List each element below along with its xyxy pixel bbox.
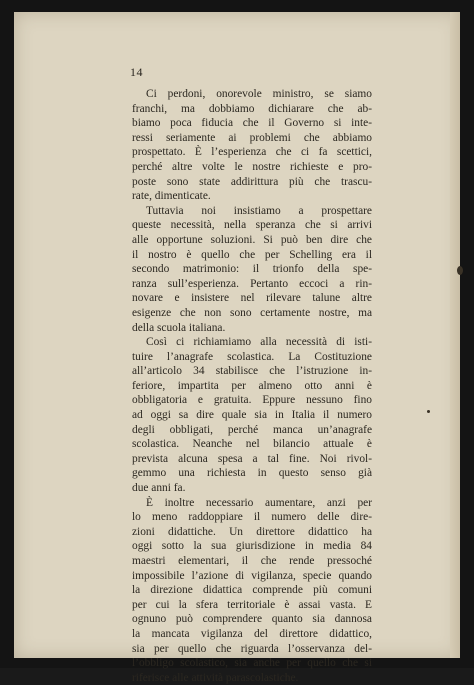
text-line: impossibile l’azione di vigilanza, specie quando — [132, 569, 372, 582]
text-line: all’articolo 34 stabilisce che l’istruzione in- — [132, 365, 372, 378]
text-line: novare e insistere nel rilevare talune altre — [132, 292, 372, 305]
text-line: l’obbligo scolastico, sia anche per quello che si — [132, 657, 372, 670]
text-line: feriore, impartita per almeno otto anni è — [132, 379, 372, 392]
page-edge — [450, 12, 460, 658]
text-line: queste necessità, nella speranza che si arrivi — [132, 219, 372, 232]
text-line: maestri elementari, il che rende pressoché — [132, 555, 372, 567]
text-line: scolastica. Neanche nel bilancio attuale è — [132, 438, 372, 451]
text-line: la mancata vigilanza del direttore didattico, — [132, 627, 372, 640]
text-line: la direzione didattica comprende più comuni — [132, 584, 372, 597]
text-line: ressi seriamente ai problemi che abbiamo — [132, 131, 372, 144]
text-line: esigenze che non sono certamente nostre, ma — [132, 306, 372, 319]
text-line: due anni fa. — [132, 482, 186, 495]
text-line: ranza sull’esperienza. Pertanto eccoci a rin- — [132, 277, 372, 290]
text-line: ad oggi sa dire quale sia in Italia il numero — [132, 409, 372, 422]
text-line: prevista alcuna spesa a tal fine. Noi rivol- — [132, 452, 372, 465]
text-line: della scuola italiana. — [132, 321, 226, 334]
paragraph — [132, 335, 372, 496]
text-line: poste sono state addirittura più che trascu- — [132, 175, 372, 188]
text-line: È inoltre necessario aumentare, anzi per — [146, 496, 372, 509]
paragraph — [132, 204, 372, 335]
text-line: perché altre volte le nostre richieste e pro- — [132, 160, 372, 173]
text-line: lo meno raddoppiare il numero delle dire- — [132, 511, 372, 524]
text-line: riferisce alle attività parascolastiche. — [132, 671, 299, 684]
text-line: tuire l’anagrafe scolastica. La Costituzione — [132, 350, 372, 363]
text-line: oggi sotto la sua giurisdizione in media 84 — [132, 540, 372, 553]
paragraph — [132, 496, 372, 685]
text-line: secondo matrimonio: il trionfo della spe- — [132, 263, 372, 276]
text-line: per cui la sfera territoriale è assai vasta. E — [132, 598, 372, 611]
text-line: Così ci richiamiamo alla necessità di isti- — [146, 336, 372, 349]
text-line: ognuno può comprendere quanto sia dannosa — [132, 613, 372, 626]
ink-speck — [457, 266, 463, 275]
text-line: Ci perdoni, onorevole ministro, se siamo — [146, 88, 372, 100]
paragraph — [132, 87, 372, 204]
text-line: franchi, ma dobbiamo dichiarare che ab- — [132, 102, 372, 115]
text-line: sia per quello che riguarda l’osservanza del- — [132, 642, 372, 655]
text-line: Tuttavia noi insistiamo a prospettare — [146, 204, 372, 217]
text-line: zioni didattiche. Un direttore didattico ha — [132, 525, 372, 538]
text-line: biamo poca fiducia che il Governo si inte- — [132, 117, 372, 130]
text-line: alle opportune soluzioni. Si può ben dire che — [132, 233, 372, 246]
text-line: prospettato. È l’esperienza che ci fa scettici, — [132, 146, 372, 159]
ink-speck — [427, 410, 430, 413]
text-line: il nostro è quello che per Schelling era il — [132, 248, 372, 261]
text-line: rate, dimenticate. — [132, 190, 211, 203]
page-number: 14 — [130, 65, 143, 79]
body-text — [132, 87, 372, 685]
text-line: obbligatoria e gratuita. Eppure nessuno fino — [132, 394, 372, 407]
text-line: gemmo una richiesta in questo senso già — [132, 467, 372, 480]
text-line: degli obbligati, perché manca un’anagrafe — [132, 423, 372, 436]
